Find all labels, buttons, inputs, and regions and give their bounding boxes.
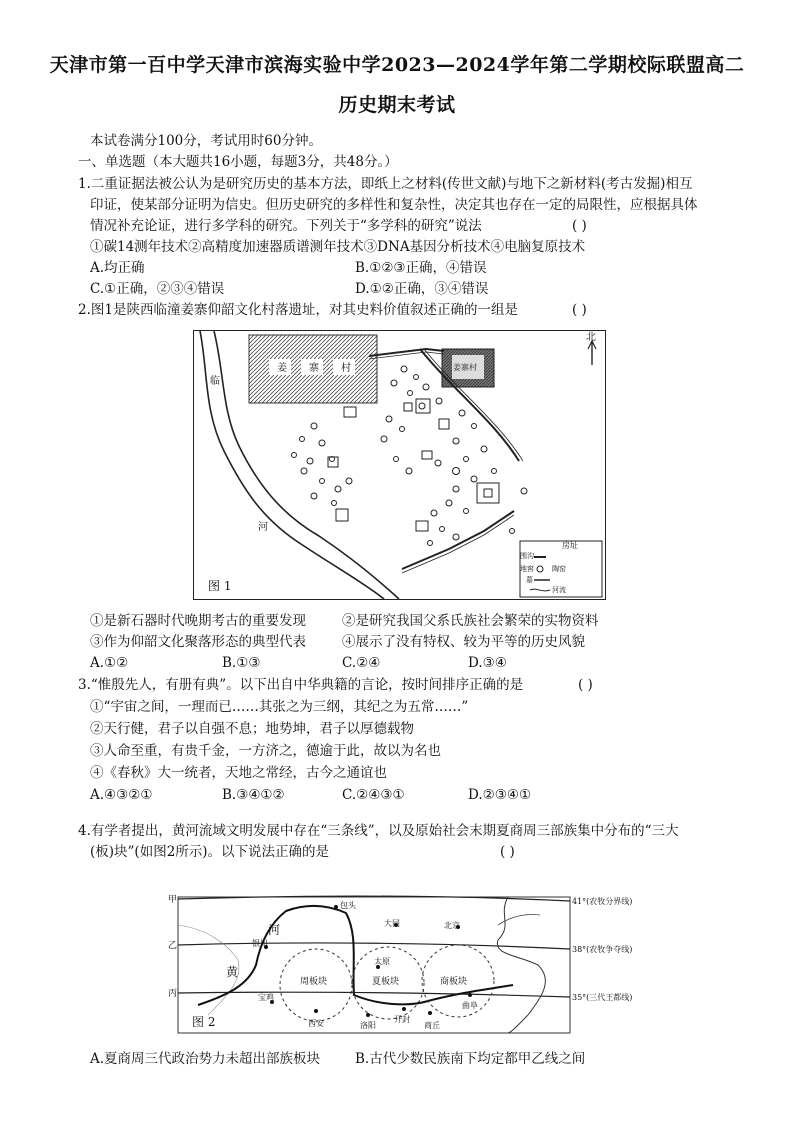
fig2-city-datong: 大同 bbox=[384, 919, 400, 928]
figure-2-three-lines-map bbox=[168, 885, 668, 1035]
q1-option-b[interactable]: B.①②③正确，④错误 bbox=[355, 260, 487, 276]
q3-option-b[interactable]: B.③④①② bbox=[222, 787, 285, 803]
q3-item-2: ②天行健，君子以自强不息；地势坤，君子以厚德载物 bbox=[90, 721, 414, 737]
fig2-city-baotou: 包头 bbox=[340, 901, 356, 910]
fig2-city-xian: 西安 bbox=[308, 1019, 324, 1028]
fig2-city-qufu: 曲阜 bbox=[462, 1001, 478, 1010]
q1-items: ①碳14测年技术②高精度加速器质谱测年技术③DNA基因分析技术④电脑复原技术 bbox=[90, 239, 586, 255]
fig1-legend-cellar: 地窖 bbox=[520, 565, 534, 573]
fig2-city-luoyang: 洛阳 bbox=[360, 1021, 376, 1030]
q4-option-b[interactable]: B.古代少数民族南下均定都甲乙线之间 bbox=[355, 1051, 586, 1067]
q3-item-4: ④《春秋》大一统者，天地之常经，古今之通谊也 bbox=[90, 765, 387, 781]
fig1-legend-title: 房址 bbox=[562, 541, 578, 550]
fig2-block-zhou: 周板块 bbox=[300, 977, 328, 987]
fig1-legend-river: 河流 bbox=[552, 586, 566, 594]
fig2-line-jia: 甲 bbox=[168, 895, 178, 905]
q1-stem-line2: 印证，使某部分证明为信史。但历史研究的多样性和复杂性，决定其也存在一定的局限性，应根据具体 bbox=[90, 197, 698, 213]
q2-answer-paren: ( ) bbox=[572, 302, 587, 318]
fig1-legend-tomb: 墓 bbox=[526, 576, 533, 584]
q2-option-a[interactable]: A.①② bbox=[90, 655, 129, 671]
fig1-river-char-he: 河 bbox=[258, 522, 268, 533]
fig2-line-bing: 丙 bbox=[168, 989, 178, 999]
q1-stem-line1: 1.二重证据法被公认为是研究历史的基本方法，即纸上之材料(传世文献)与地下之新材料(考古发掘)相互 bbox=[78, 176, 693, 192]
fig2-label-35: 35°(三代王都线) bbox=[572, 993, 633, 1002]
q2-stem: 2.图1是陕西临潼姜寨仰韶文化村落遗址，对其史料价值叙述正确的一组是 bbox=[78, 302, 518, 318]
fig2-block-shang: 商板块 bbox=[440, 977, 468, 987]
jiangzhai-site-map bbox=[194, 331, 605, 599]
fig1-village-char-3: 村 bbox=[341, 363, 351, 374]
q2-option-3: ③作为仰韶文化聚落形态的典型代表 bbox=[90, 634, 306, 650]
fig1-legend-ditch: 围沟 bbox=[520, 552, 534, 560]
q3-item-1: ①“宇宙之间，一理而已……其张之为三纲，其纪之为五常……” bbox=[90, 699, 469, 715]
q2-option-1: ①是新石器时代晚期考古的重要发现 bbox=[90, 613, 306, 629]
fig2-river-huang: 黄 bbox=[226, 965, 239, 979]
q3-item-3: ③人命至重，有贵千金，一方济之，德逾于此，故以为名也 bbox=[90, 743, 441, 759]
q3-answer-paren: ( ) bbox=[578, 677, 593, 693]
q3-option-d[interactable]: D.②③④① bbox=[468, 787, 532, 803]
q4-stem-line1: 4.有学者提出，黄河流域文明发展中存在“三条线”，以及原始社会末期夏商周三部族集中分布的“三大 bbox=[78, 823, 679, 839]
fig2-label-41: 41°(农牧分界线) bbox=[572, 897, 633, 906]
q3-option-c[interactable]: C.②④③① bbox=[342, 787, 405, 803]
fig2-city-shangqiu: 商丘 bbox=[424, 1021, 440, 1030]
q4-stem-line2: (板)块”(如图2所示)。以下说法正确的是 bbox=[90, 844, 330, 860]
fig1-legend-kiln: 陶窑 bbox=[552, 565, 566, 573]
q1-answer-paren: ( ) bbox=[572, 218, 587, 234]
fig2-city-beijing: 北京 bbox=[444, 921, 460, 930]
fig2-city-taiyuan: 太原 bbox=[374, 957, 390, 966]
fig1-village2-label: 姜寨村 bbox=[453, 363, 477, 372]
fig2-label-38: 38°(农牧争夺线) bbox=[572, 945, 633, 954]
fig2-river-he: 河 bbox=[268, 923, 281, 937]
exam-title-line2: 历史期末考试 bbox=[338, 94, 456, 116]
q2-option-b[interactable]: B.①③ bbox=[222, 655, 261, 671]
fig1-river-char-lin: 临 bbox=[210, 376, 220, 387]
fig2-city-kaifeng: 开封 bbox=[394, 1015, 410, 1024]
q2-option-4: ④展示了没有特权、较为平等的历史风貌 bbox=[342, 634, 585, 650]
fig1-village-char-2: 寨 bbox=[309, 363, 319, 374]
q1-option-d[interactable]: D.①②正确，③④错误 bbox=[355, 281, 489, 297]
fig1-label: 图 1 bbox=[208, 579, 232, 593]
q1-option-a[interactable]: A.均正确 bbox=[90, 260, 145, 276]
q1-stem-line3: 情况补充论证，进行多学科的研究。下列关于“多学科的研究”说法 bbox=[90, 218, 482, 234]
fig2-block-xia: 夏板块 bbox=[372, 977, 400, 987]
q1-option-c[interactable]: C.①正确，②③④错误 bbox=[90, 281, 225, 297]
q2-option-2: ②是研究我国父系氏族社会繁荣的实物资料 bbox=[342, 613, 599, 629]
fig2-city-yinchuan: 银川 bbox=[252, 939, 268, 948]
exam-title-line1: 天津市第一百中学天津市滨海实验中学2023—2024学年第二学期校际联盟高二 bbox=[49, 54, 745, 76]
q4-option-a[interactable]: A.夏商周三代政治势力未超出部族板块 bbox=[90, 1051, 321, 1067]
figure-1-jiangzhai-map bbox=[193, 330, 606, 600]
q3-stem: 3.“惟殷先人，有册有典”。以下出自中华典籍的言论，按时间排序正确的是 bbox=[78, 677, 524, 693]
q2-option-d[interactable]: D.③④ bbox=[468, 655, 507, 671]
fig1-north-label: 北 bbox=[586, 332, 596, 343]
fig2-line-yi: 乙 bbox=[168, 941, 178, 951]
fig2-label: 图 2 bbox=[192, 1015, 216, 1029]
q2-option-c[interactable]: C.②④ bbox=[342, 655, 381, 671]
fig1-village-char-1: 姜 bbox=[277, 363, 287, 374]
section-header: 一、单选题（本大题共16小题，每题3分，共48分。） bbox=[78, 154, 398, 170]
fig2-city-baoji: 宝鸡 bbox=[258, 993, 274, 1002]
intro-text: 本试卷满分100分，考试用时60分钟。 bbox=[90, 133, 322, 149]
q4-answer-paren: ( ) bbox=[500, 844, 515, 860]
q3-option-a[interactable]: A.④③②① bbox=[90, 787, 153, 803]
